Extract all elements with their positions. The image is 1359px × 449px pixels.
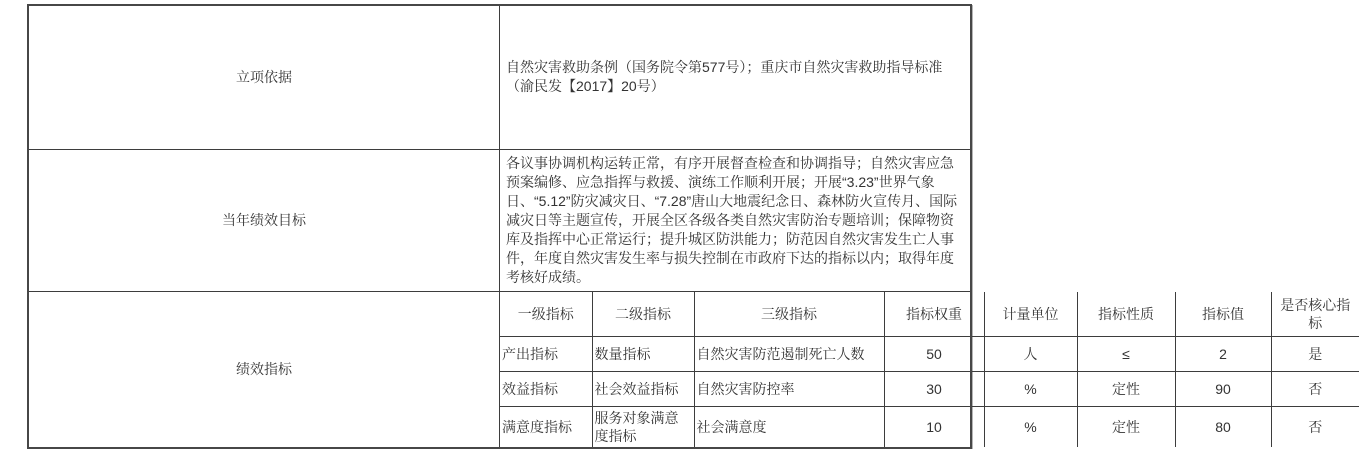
cell-level2: 数量指标 [592, 337, 694, 372]
cell-level1: 产出指标 [500, 337, 592, 372]
col-header-level1: 一级指标 [500, 292, 592, 337]
indicator-table [500, 292, 1359, 448]
cell-level3: 自然灾害防控率 [694, 372, 884, 407]
cell-level2: 社会效益指标 [592, 372, 694, 407]
cell-level1: 满意度指标 [500, 407, 592, 448]
row-label-basis: 立项依据 [28, 5, 500, 149]
col-header-level2: 二级指标 [592, 292, 694, 337]
cell-value: 2 [1175, 337, 1271, 372]
indicator-table-cell [500, 291, 1351, 448]
cell-weight: 30 [884, 372, 984, 407]
table-row-basis [28, 5, 971, 149]
table-row-indicators [28, 291, 971, 448]
cell-level2: 服务对象满意度指标 [592, 407, 694, 448]
cell-nature: ≤ [1077, 337, 1175, 372]
cell-value: 90 [1175, 372, 1271, 407]
indicator-row-output [500, 337, 1359, 372]
col-header-core: 是否核心指标 [1271, 292, 1359, 337]
cell-nature: 定性 [1077, 372, 1175, 407]
cell-level1: 效益指标 [500, 372, 592, 407]
col-header-nature: 指标性质 [1077, 292, 1175, 337]
cell-value: 80 [1175, 407, 1271, 448]
basis-content-text: 自然灾害救助条例（国务院令第577号）；重庆市自然灾害救助指导标准（渝民发【2017】20号） [500, 5, 972, 149]
row-label-indicators: 绩效指标 [28, 291, 500, 448]
cell-core: 是 [1271, 337, 1359, 372]
row-label-goals: 当年绩效目标 [28, 149, 500, 291]
indicator-row-satisfaction [500, 407, 1359, 448]
indicator-header-row [500, 292, 1359, 337]
cell-weight: 10 [884, 407, 984, 448]
cell-nature: 定性 [1077, 407, 1175, 448]
col-header-weight: 指标权重 [884, 292, 984, 337]
cell-unit: 人 [984, 337, 1077, 372]
goals-content-text: 各议事协调机构运转正常，有序开展督查检查和协调指导；自然灾害应急预案编修、应急指挥与救援、演练工作顺利开展；开展“3.23”世界气象日、“5.12”防灾减灾日、“7.28”唐山大地震纪念日、森林防火宣传月、国际减灾日等主题宣传，开展全区各级各类自然灾害防治专题培训；保障物资库及指挥中心正常运行；提升城区防洪能力；防范因自然灾害发生亡人事件，年度自然灾害发生率与损失控制在市政府下达的指标以内；取得年度考核好成绩。 [500, 149, 972, 291]
cell-weight: 50 [884, 337, 984, 372]
cell-core: 否 [1271, 407, 1359, 448]
cell-core: 否 [1271, 372, 1359, 407]
col-header-level3: 三级指标 [694, 292, 884, 337]
cell-unit: % [984, 407, 1077, 448]
cell-level3: 自然灾害防范遏制死亡人数 [694, 337, 884, 372]
cell-level3: 社会满意度 [694, 407, 884, 448]
cell-unit: % [984, 372, 1077, 407]
col-header-value: 指标值 [1175, 292, 1271, 337]
col-header-unit: 计量单位 [984, 292, 1077, 337]
project-performance-table [27, 4, 1351, 449]
table-row-goals [28, 149, 971, 291]
indicator-row-benefit [500, 372, 1359, 407]
